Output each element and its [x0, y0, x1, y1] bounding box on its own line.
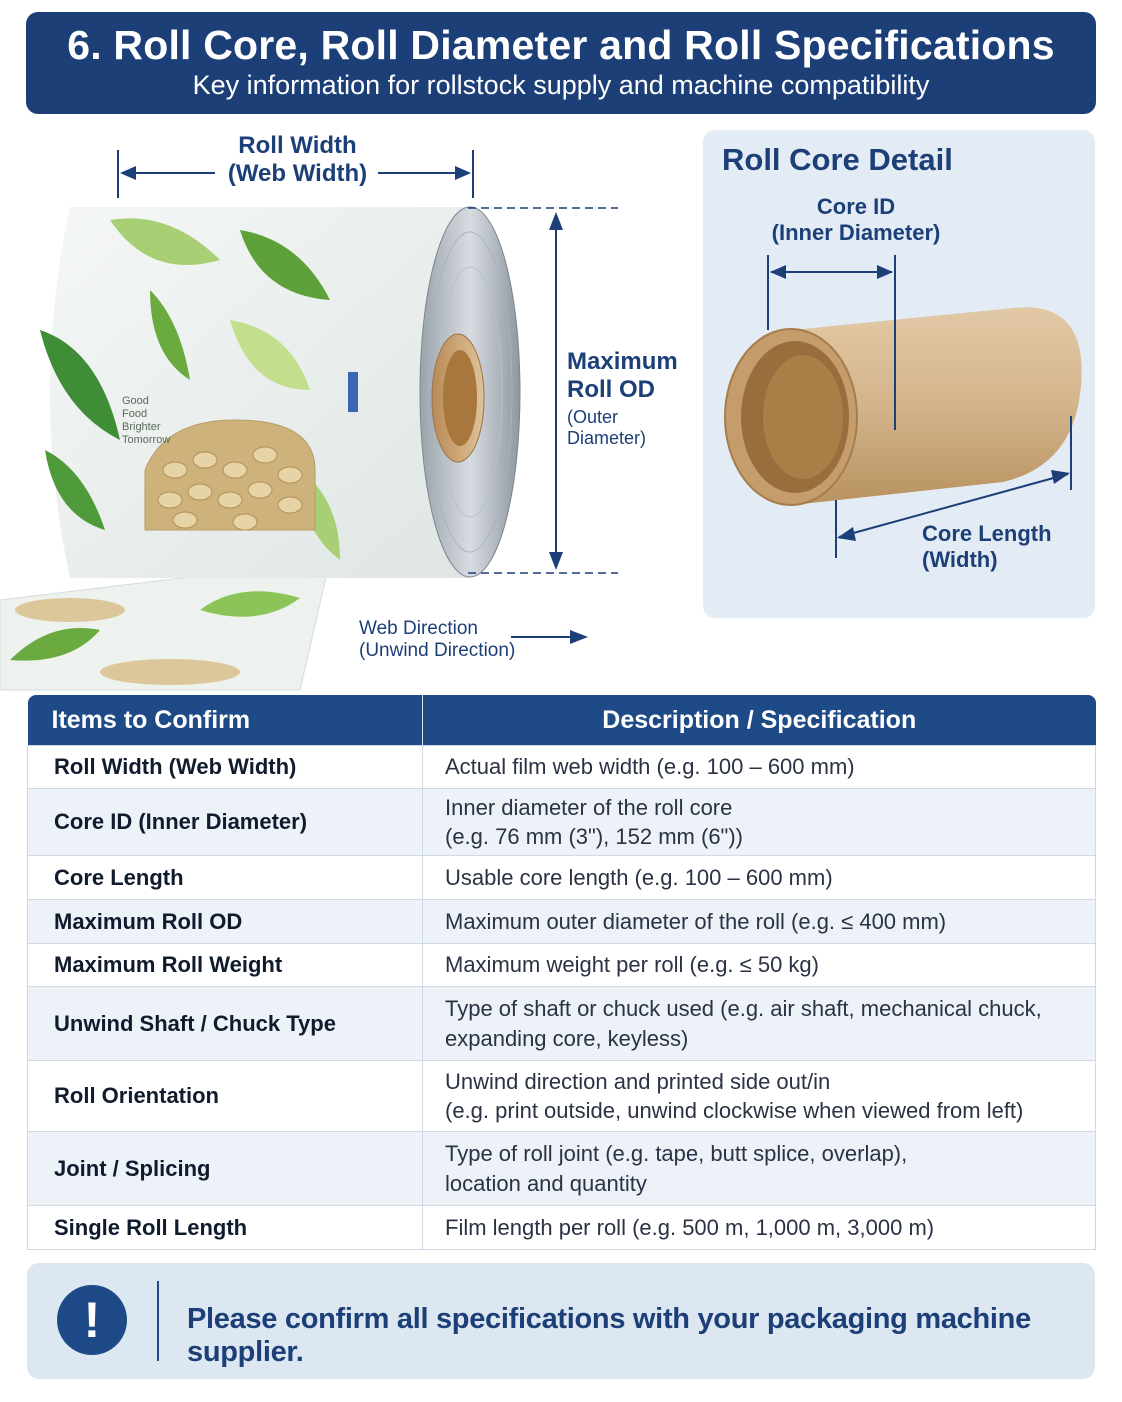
table-row: [28, 1132, 1096, 1206]
print-text-food: Food: [122, 408, 148, 420]
note-divider: [157, 1281, 159, 1361]
print-text-tomorrow: Tomorrow: [122, 434, 171, 446]
header-items-to-confirm: Items to Confirm: [28, 695, 423, 746]
item-cell: Single Roll Length: [28, 1206, 423, 1250]
print-text-good: Good: [122, 395, 149, 407]
item-cell: Joint / Splicing: [28, 1132, 423, 1206]
header-description: Description / Specification: [423, 695, 1096, 746]
table-row: [28, 944, 1096, 987]
specification-table: [27, 695, 1096, 1250]
description-cell: Type of roll joint (e.g. tape, butt splice, overlap), location and quantity: [423, 1132, 1096, 1206]
item-cell: Maximum Roll OD: [28, 900, 423, 944]
note-text: Please confirm all specifications with your packaging machine supplier.: [187, 1303, 1031, 1368]
table-row: [28, 789, 1096, 856]
description-cell: Actual film web width (e.g. 100 – 600 mm): [423, 746, 1096, 789]
description-cell: Film length per roll (e.g. 500 m, 1,000 m, 3,000 m): [423, 1206, 1096, 1250]
max-roll-od-label: Maximum Roll OD (Outer Diameter): [567, 348, 678, 448]
table-row: [28, 1206, 1096, 1250]
table-row: [28, 1061, 1096, 1132]
description-cell: Maximum weight per roll (e.g. ≤ 50 kg): [423, 944, 1096, 987]
item-cell: Roll Orientation: [28, 1061, 423, 1132]
page-subtitle: Key information for rollstock supply and machine compatibility: [192, 70, 930, 100]
description-cell: Maximum outer diameter of the roll (e.g. ≤ 400 mm): [423, 900, 1096, 944]
table-row: [28, 900, 1096, 944]
item-cell: Core ID (Inner Diameter): [28, 789, 423, 856]
web-direction-label: Web Direction (Unwind Direction): [359, 618, 516, 662]
description-cell: Unwind direction and printed side out/in (e.g. print outside, unwind clockwise when viewed from left): [423, 1061, 1096, 1132]
roll-core-detail-panel: [703, 130, 1095, 618]
description-cell: Inner diameter of the roll core (e.g. 76 mm (3"), 152 mm (6")): [423, 789, 1096, 856]
item-cell: Unwind Shaft / Chuck Type: [28, 987, 423, 1061]
page-title: 6. Roll Core, Roll Diameter and Roll Specifications: [67, 22, 1055, 68]
table-header-row: [28, 695, 1096, 746]
item-cell: Roll Width (Web Width): [28, 746, 423, 789]
roll-illustration: [0, 120, 700, 695]
core-length-label: Core Length (Width): [922, 521, 1052, 572]
roll-core-detail-title: Roll Core Detail: [722, 142, 953, 177]
item-cell: Maximum Roll Weight: [28, 944, 423, 987]
header-banner: [26, 12, 1096, 114]
exclamation-icon: !: [57, 1285, 127, 1355]
roll-width-label: Roll Width (Web Width): [227, 132, 368, 188]
print-text-brighter: Brighter: [122, 421, 161, 433]
table-row: [28, 987, 1096, 1061]
description-cell: Usable core length (e.g. 100 – 600 mm): [423, 856, 1096, 900]
table-row: [28, 746, 1096, 789]
table-row: [28, 856, 1096, 900]
confirmation-note: [27, 1263, 1095, 1379]
description-cell: Type of shaft or chuck used (e.g. air shaft, mechanical chuck, expanding core, keyless): [423, 987, 1096, 1061]
core-id-label: Core ID (Inner Diameter): [771, 194, 941, 245]
item-cell: Core Length: [28, 856, 423, 900]
